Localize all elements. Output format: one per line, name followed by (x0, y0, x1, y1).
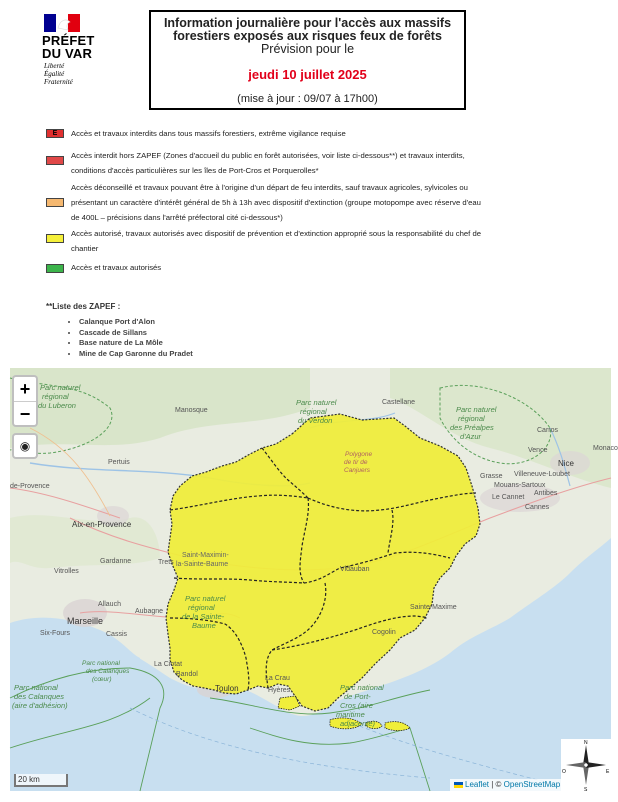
svg-text:Vence: Vence (528, 447, 548, 454)
svg-text:Marseille: Marseille (67, 616, 104, 626)
svg-text:Vitrolles: Vitrolles (54, 568, 79, 575)
zapef-title: **Liste des ZAPEF : (46, 302, 121, 311)
svg-text:régional: régional (458, 414, 485, 423)
map-canvas[interactable] (10, 368, 618, 791)
svg-text:Six-Fours: Six-Fours (40, 630, 70, 637)
svg-text:Sainte-Maxime: Sainte-Maxime (410, 604, 457, 611)
leaflet-link[interactable]: Leaflet (465, 780, 490, 789)
svg-text:adjacente): adjacente) (340, 719, 376, 728)
zapef-list (46, 317, 193, 359)
info-title: Information journalière pour l'accès aux massifs forestiers exposés aux risques feux de forêts (163, 16, 452, 43)
svg-text:La Crau: La Crau (265, 675, 290, 682)
osm-link[interactable]: OpenStreetMap (503, 780, 561, 789)
legend-text-extreme: Accès et travaux interdits dans tous massifs forestiers, extrême vigilance requise (71, 129, 346, 138)
svg-text:Cannes: Cannes (525, 504, 550, 511)
svg-text:Parc naturel: Parc naturel (296, 398, 337, 407)
legend-text-severe: Accès interdit hors ZAPEF (Zones d'accueil du public en forêt autorisées, voir liste ci-dessous**) et travaux interdits, conditions d'accès particulières sur les îles de Port-Cros et Porquerolles* (71, 151, 465, 175)
compass-rose-icon (561, 739, 611, 791)
zapef-item: • Calanque Port d'Alon (79, 317, 193, 328)
zapef-item: • Mine de Cap Garonne du Pradet (79, 349, 193, 360)
svg-text:(cœur): (cœur) (92, 676, 112, 683)
svg-text:des Préalpes: des Préalpes (450, 423, 494, 432)
svg-text:Parc national: Parc national (340, 683, 384, 692)
svg-text:régional: régional (188, 603, 215, 612)
compass-n-label: N (584, 740, 588, 746)
map-attribution (450, 779, 561, 791)
svg-text:Aix-en-Provence: Aix-en-Provence (72, 520, 132, 529)
legend-swatch-high (46, 198, 64, 207)
svg-text:Manosque: Manosque (175, 407, 208, 414)
svg-text:d'Azur: d'Azur (460, 432, 482, 441)
svg-text:Monaco: Monaco (593, 445, 618, 452)
svg-text:de tir de: de tir de (344, 459, 368, 466)
svg-text:Vidauban: Vidauban (340, 566, 370, 573)
locate-icon[interactable]: ◉ (12, 433, 38, 459)
svg-text:Parc naturel: Parc naturel (456, 405, 497, 414)
svg-text:maritime: maritime (336, 710, 365, 719)
svg-text:Hyères: Hyères (268, 687, 291, 694)
logo-motto: Liberté Égalité Fraternité (44, 62, 73, 86)
zoom-control (12, 375, 38, 427)
info-prevision: Prévision pour le (260, 42, 355, 56)
svg-text:Castellane: Castellane (382, 399, 416, 406)
svg-text:Pertuis: Pertuis (108, 459, 130, 466)
svg-text:Parc national: Parc national (82, 660, 120, 667)
svg-text:Gardanne: Gardanne (100, 558, 132, 565)
legend-swatch-extreme: E (46, 129, 64, 138)
svg-text:Cassis: Cassis (106, 631, 128, 638)
svg-text:Aubagne: Aubagne (135, 608, 164, 615)
svg-text:Mouans-Sartoux: Mouans-Sartoux (494, 482, 546, 489)
svg-text:Villeneuve-Loubet: Villeneuve-Loubet (514, 471, 570, 478)
compass-e-label: E (606, 769, 610, 775)
legend-text-moderate: Accès autorisé, travaux autorisés avec dispositif de prévention et d'extinction approprié sous la responsabilité du chef de chantier (71, 229, 481, 253)
prefet-logo (42, 12, 122, 92)
svg-text:Bandol: Bandol (176, 671, 198, 678)
svg-text:Trets: Trets (158, 559, 174, 566)
svg-text:Le Cannet: Le Cannet (492, 494, 525, 501)
svg-text:Cogolin: Cogolin (372, 629, 396, 636)
svg-text:de-Provence: de-Provence (10, 483, 50, 490)
svg-text:Saint-Maximin-: Saint-Maximin- (182, 552, 229, 559)
svg-text:du Verdon: du Verdon (298, 416, 333, 425)
svg-text:Antibes: Antibes (534, 490, 558, 497)
svg-text:des Calanques: des Calanques (86, 668, 130, 675)
svg-text:la-Sainte-Baume: la-Sainte-Baume (176, 561, 229, 568)
svg-text:régional: régional (42, 392, 69, 401)
svg-text:Canjuers: Canjuers (344, 467, 371, 474)
svg-text:Cros (aire: Cros (aire (340, 701, 373, 710)
svg-text:régional: régional (300, 407, 327, 416)
svg-text:Grasse: Grasse (480, 473, 503, 480)
zoom-out-button[interactable]: − (14, 401, 36, 426)
leaflet-flag-icon (454, 782, 463, 788)
legend-swatch-moderate (46, 234, 64, 243)
svg-text:Polygone: Polygone (345, 451, 373, 458)
compass-o-label: O (562, 769, 566, 775)
svg-text:Parc national: Parc national (14, 683, 58, 692)
svg-text:du Luberon: du Luberon (38, 401, 76, 410)
forecast-date: jeudi 10 juillet 2025 (248, 67, 367, 82)
svg-text:de la Sainte-: de la Sainte- (182, 612, 225, 621)
zapef-item: • Base nature de La Môle (79, 338, 193, 349)
svg-text:Parc naturel: Parc naturel (185, 594, 226, 603)
svg-text:de Port-: de Port- (344, 692, 371, 701)
legend-swatch-severe (46, 156, 64, 165)
update-time: (mise à jour : 09/07 à 17h00) (237, 93, 378, 105)
logo-title: PRÉFET DU VAR (42, 33, 95, 61)
attribution-separator: | © (489, 780, 504, 789)
legend-swatch-low (46, 264, 64, 273)
legend-text-high: Accès déconseillé et travaux pouvant être à l'origine d'un départ de feu interdits, sauf travaux agricoles, sylvicoles ou présentant un caractère d'intérêt général de 5h à 13h avec dispositif d'extinction (groupe motopompe avec réserve d'eau de 400L – précisions dans l'arrêté préfectoral cité ci-dessous*) (71, 183, 481, 222)
risk-map[interactable] (10, 368, 618, 791)
scale-bar: 20 km (14, 774, 68, 787)
svg-text:Allauch: Allauch (98, 601, 121, 608)
svg-text:Baume: Baume (192, 621, 216, 630)
zoom-in-button[interactable]: + (19, 379, 31, 399)
svg-text:Parc naturel: Parc naturel (40, 383, 81, 392)
legend-text-low: Accès et travaux autorisés (71, 263, 162, 272)
svg-text:La Ciotat: La Ciotat (154, 661, 183, 668)
daily-info-box (149, 10, 466, 110)
marianne-flag-icon (44, 14, 80, 32)
svg-text:(aire d'adhésion): (aire d'adhésion) (12, 701, 68, 710)
svg-text:Nice: Nice (558, 459, 575, 468)
zapef-item: • Cascade de Sillans (79, 328, 193, 339)
zapef-section (46, 302, 193, 359)
svg-text:Carros: Carros (537, 427, 559, 434)
compass-s-label: S (584, 787, 588, 793)
svg-text:Toulon: Toulon (215, 684, 239, 693)
svg-text:des Calanques: des Calanques (14, 692, 65, 701)
